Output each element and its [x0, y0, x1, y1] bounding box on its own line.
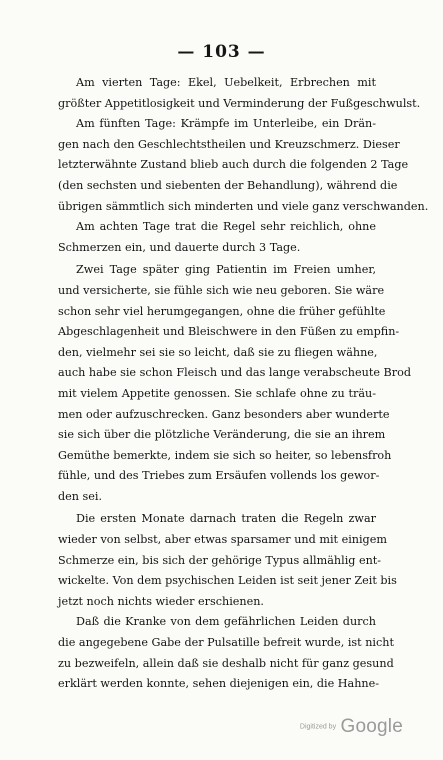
text-line: den sei. — [58, 489, 103, 503]
page-number-header: — 103 — — [177, 42, 266, 62]
text-line: die angegebene Gabe der Pulsatille befreit wurde, ist nicht — [58, 636, 394, 650]
text-line: übrigen sämmtlich sich minderten und viele ganz verschwanden. — [58, 199, 429, 213]
watermark-prefix: Digitized by — [299, 723, 337, 731]
text-line: jetzt noch nichts wieder erschienen. — [58, 594, 264, 608]
text-line: Am achten Tage trat die Regel sehr reichlich, ohne — [76, 220, 376, 234]
text-line: Die ersten Monate darnach traten die Regeln zwar — [76, 512, 376, 526]
text-line: mit vielem Appetite genossen. Sie schlafe ohne zu träu- — [58, 386, 376, 400]
text-line: Gemüthe bemerkte, indem sie sich so heiter, so lebensfroh — [58, 448, 392, 462]
text-line: den, vielmehr sei sie so leicht, daß sie zu fliegen wähne, — [58, 345, 378, 359]
text-line: letzterwähnte Zustand blieb auch durch die folgenden 2 Tage — [58, 158, 409, 172]
text-line: größter Appetitlosigkeit und Verminderung der Fußgeschwulst. — [58, 96, 421, 110]
google-logo-text: Google — [340, 716, 403, 737]
text-line: Am vierten Tage: Ekel, Uebelkeit, Erbrechen mit — [76, 76, 376, 89]
text-line: wieder von selbst, aber etwas sparsamer und mit einigem — [58, 533, 387, 547]
text-line: gen nach den Geschlechtstheilen und Kreuzschmerz. Dieser — [58, 137, 400, 151]
text-line: zu bezweifeln, allein daß sie deshalb nicht für ganz gesund — [58, 656, 394, 670]
text-line: Schmerze ein, bis sich der gehörige Typus allmählig ent- — [58, 553, 382, 567]
text-line: (den sechsten und siebenten der Behandlung), während die — [58, 178, 398, 192]
body-text — [58, 73, 429, 695]
text-line: erklärt werden konnte, sehen diejenigen ein, die Hahne- — [58, 677, 380, 691]
text-line: schon sehr viel herumgegangen, ohne die früher gefühlte — [58, 304, 386, 318]
text-line: fühle, und des Triebes zum Ersäufen vollends los gewor- — [58, 469, 380, 483]
text-line: Abgeschlagenheit und Bleischwere in den Füßen zu empfin- — [58, 325, 400, 339]
text-line: Zwei Tage später ging Patientin im Freien umher, — [76, 263, 376, 277]
text-line: Schmerzen ein, und dauerte durch 3 Tage. — [58, 240, 301, 254]
text-line: wickelte. Von dem psychischen Leiden ist seit jener Zeit bis — [58, 574, 397, 588]
text-line: Daß die Kranke von dem gefährlichen Leiden durch — [76, 615, 376, 629]
text-line: sie sich über die plötzliche Veränderung, die sie an ihrem — [58, 428, 386, 442]
text-line: und versicherte, sie fühle sich wie neu geboren. Sie wäre — [58, 283, 385, 297]
digitized-watermark — [300, 716, 403, 738]
text-line: Am fünften Tage: Krämpfe im Unterleibe, ein Drän- — [76, 117, 376, 131]
text-line: auch habe sie schon Fleisch und das lange verabscheute Brod — [58, 366, 411, 380]
text-line: men oder aufzuschrecken. Ganz besonders aber wunderte — [58, 407, 390, 421]
